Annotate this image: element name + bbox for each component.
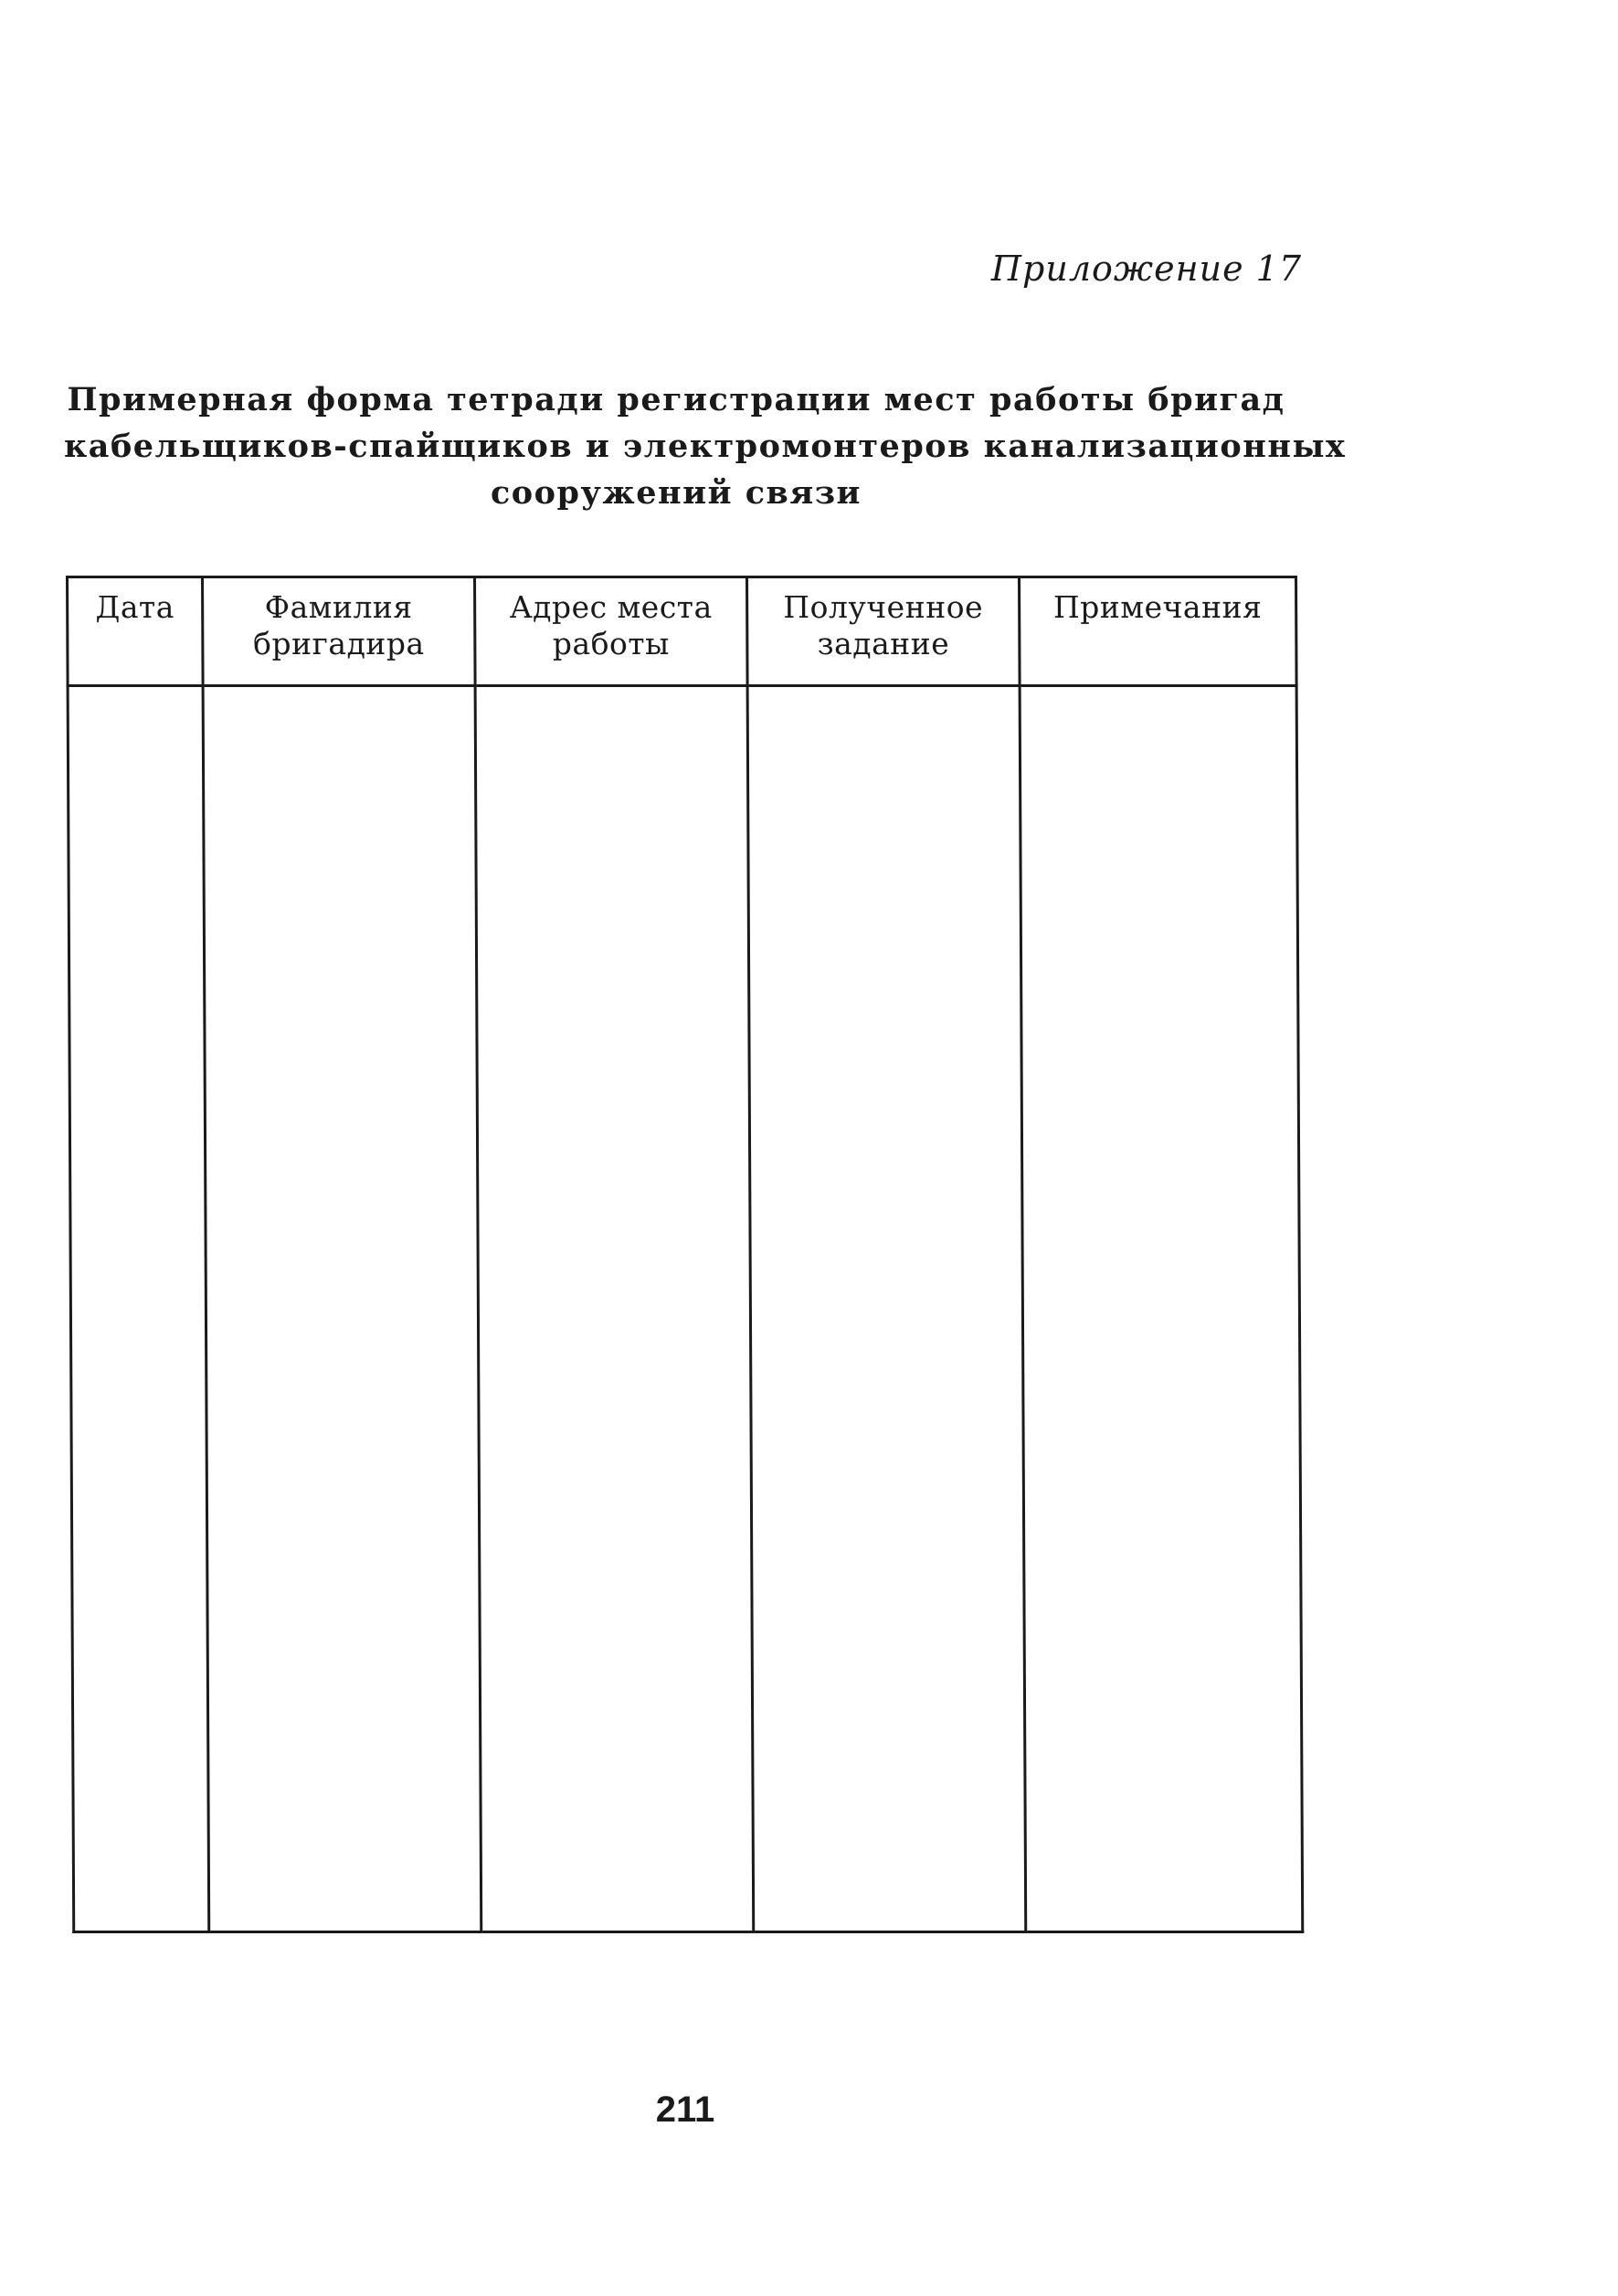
column-header-work-address: [475, 577, 748, 686]
registration-table: [66, 576, 1304, 1933]
column-header-task-line-2: задание: [817, 626, 950, 661]
cell-task: [747, 686, 1026, 1932]
cell-work-address: [475, 686, 754, 1932]
column-header-work-address-line-1: Адрес места: [509, 589, 713, 625]
form-title: [64, 376, 1347, 516]
column-header-date: [68, 577, 204, 686]
title-line-1: Примерная форма тетради регистрации мест работы бригад: [67, 381, 1285, 418]
cell-foreman: [203, 686, 481, 1932]
column-header-task: [747, 577, 1021, 686]
column-header-foreman-line-2: бригадира: [252, 626, 425, 661]
table-row: [68, 686, 1303, 1932]
column-header-notes-line-1: Примечания: [1052, 589, 1263, 625]
column-header-notes: [1020, 577, 1297, 686]
column-header-date-line-1: Дата: [95, 589, 174, 625]
title-line-2: кабельщиков-спайщиков и электромонтеров канализационных: [64, 428, 1347, 465]
title-line-3: сооружений связи: [491, 474, 862, 512]
column-header-task-line-1: Полученное: [783, 589, 984, 625]
table-header-row: [68, 577, 1297, 686]
cell-date: [68, 686, 209, 1932]
cell-notes: [1020, 686, 1303, 1932]
page-number: 211: [655, 2090, 715, 2130]
column-header-work-address-line-2: работы: [552, 626, 670, 661]
column-header-foreman: [203, 577, 476, 686]
column-header-foreman-line-1: Фамилия: [264, 589, 413, 625]
appendix-label: Приложение 17: [990, 249, 1302, 289]
